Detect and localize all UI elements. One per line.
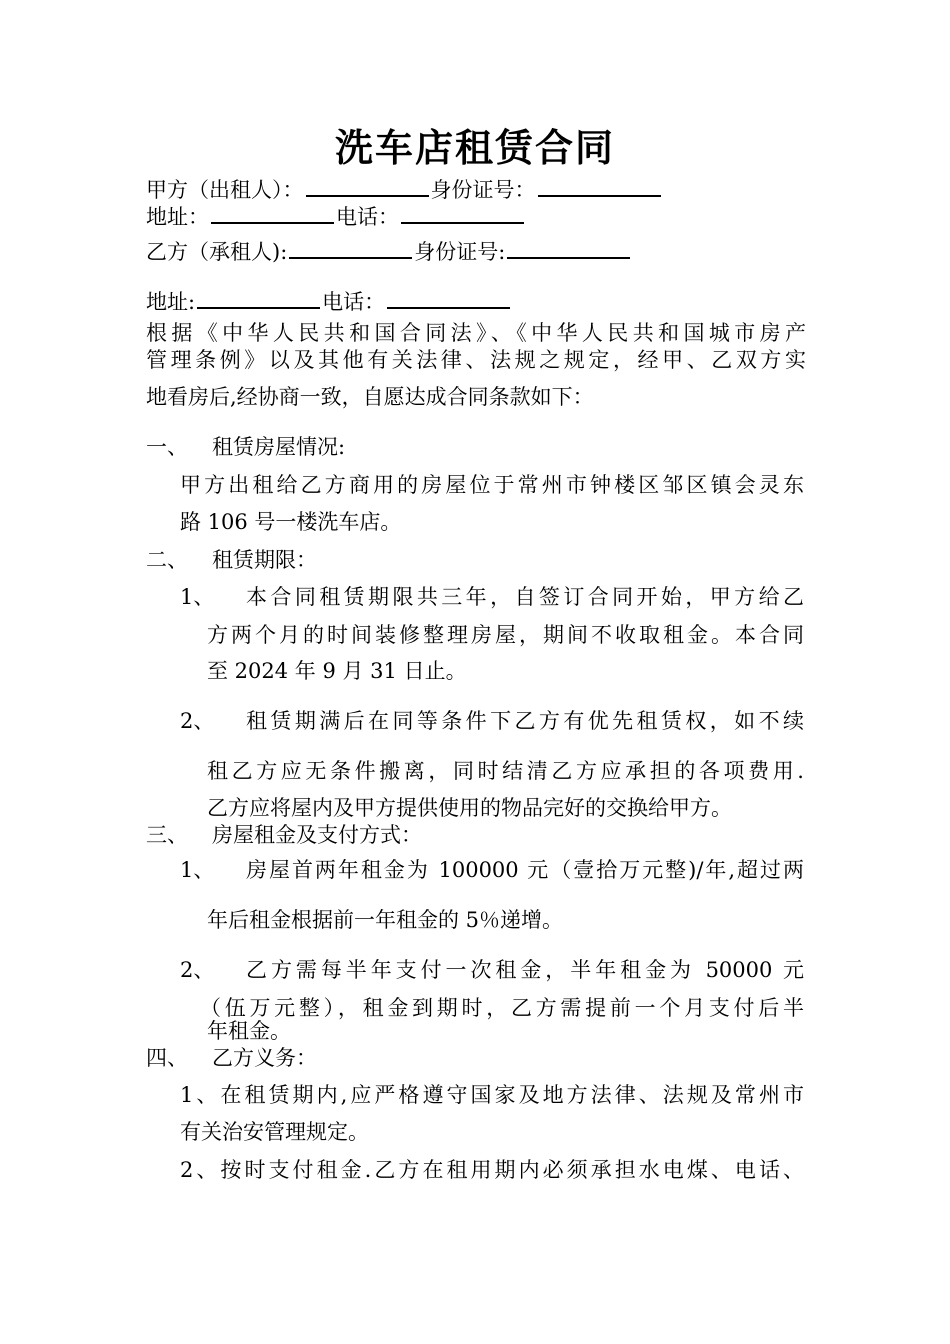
section-3-number: 三、	[146, 823, 188, 847]
section-3-item-2-row-1	[180, 960, 804, 981]
section-3-title: 房屋租金及支付方式：	[212, 823, 422, 847]
preamble-line-1: 根据《中华人民共和国合同法》、《中华人民共和国城市房产	[146, 321, 806, 345]
section-1-number: 一、	[146, 435, 188, 459]
section-2-item-2-line-1: 租赁期满后在同等条件下乙方有优先租赁权，如不续	[246, 709, 804, 733]
section-3-item-2-line-3: 年租金。	[207, 1019, 291, 1043]
party-b-phone-label: 电话：	[322, 290, 386, 314]
section-3-item-2-line-2: （伍万元整），租金到期时，乙方需提前一个月支付后半	[200, 996, 804, 1020]
section-4-number: 四、	[146, 1046, 188, 1070]
section-3-heading	[146, 825, 422, 846]
party-b-id-blank	[507, 239, 630, 259]
party-b-address-blank	[197, 289, 320, 309]
section-2-item-2-line-3: 乙方应将屋内及甲方提供使用的物品完好的交换给甲方。	[207, 796, 732, 820]
section-4-item-1-line-2: 有关治安管理规定。	[180, 1120, 369, 1144]
party-b-id-label: 身份证号:	[414, 240, 506, 264]
section-1-title: 租赁房屋情况:	[212, 435, 346, 459]
section-3-item-1-number: 1、	[180, 858, 215, 882]
section-4-item-1-line-1: 1、在租赁期内,应严格遵守国家及地方法律、法规及常州市	[180, 1083, 804, 1107]
party-a-row	[146, 177, 663, 201]
party-a-address-blank	[211, 204, 334, 224]
party-a-contact-row	[146, 204, 526, 228]
section-2-title: 租赁期限：	[212, 548, 317, 572]
section-3-item-2-number: 2、	[180, 958, 215, 982]
party-b-name-blank	[289, 239, 412, 259]
document-title: 洗车店租赁合同	[334, 125, 615, 170]
section-2-item-2-row-1	[180, 711, 804, 732]
section-2-item-1-row-1	[180, 587, 804, 608]
section-1-line-2: 路 106 号一楼洗车店。	[180, 510, 402, 534]
section-2-item-1-line-2: 方两个月的时间装修整理房屋，期间不收取租金。本合同	[207, 623, 804, 647]
section-3-item-1-line-2: 年后租金根据前一年租金的 5％递增。	[207, 908, 564, 932]
preamble-line-2: 管理条例》以及其他有关法律、法规之规定，经甲、乙双方实	[146, 348, 806, 372]
section-2-item-1-line-1: 本合同租赁期限共三年，自签订合同开始，甲方给乙	[246, 585, 804, 609]
party-b-label: 乙方（承租人):	[146, 240, 288, 264]
party-b-address-label: 地址:	[146, 290, 196, 314]
party-a-id-label: 身份证号：	[430, 178, 536, 202]
section-1-line-1: 甲方出租给乙方商用的房屋位于常州市钟楼区邹区镇会灵东	[180, 473, 804, 497]
party-a-address-label: 地址：	[146, 205, 209, 229]
section-3-item-2-line-1: 乙方需每半年支付一次租金，半年租金为 50000 元	[246, 958, 804, 982]
party-a-phone-blank	[401, 204, 524, 224]
section-4-item-2-line-1: 2、按时支付租金.乙方在租用期内必须承担水电煤、电话、	[180, 1158, 804, 1182]
party-b-row	[146, 239, 632, 263]
party-a-name-blank	[306, 177, 429, 197]
section-2-item-1-line-3: 至 2024 年 9 月 31 日止。	[207, 659, 467, 683]
section-2-heading	[146, 550, 317, 571]
section-3-item-1-row-1	[180, 860, 804, 881]
section-2-item-1-number: 1、	[180, 585, 215, 609]
party-a-phone-label: 电话：	[336, 205, 399, 229]
section-2-number: 二、	[146, 548, 188, 572]
section-4-heading	[146, 1048, 317, 1069]
section-2-item-2-number: 2、	[180, 709, 215, 733]
party-b-phone-blank	[387, 289, 510, 309]
party-a-id-blank	[538, 177, 661, 197]
party-b-contact-row	[146, 289, 512, 313]
preamble-line-3: 地看房后,经协商一致，自愿达成合同条款如下：	[146, 385, 594, 409]
party-a-label: 甲方（出租人）：	[146, 178, 304, 202]
section-1-heading	[146, 437, 345, 458]
section-3-item-1-line-1: 房屋首两年租金为 100000 元（壹拾万元整)/年,超过两	[246, 858, 804, 882]
section-2-item-2-line-2: 租乙方应无条件搬离，同时结清乙方应承担的各项费用.	[207, 759, 804, 783]
section-4-title: 乙方义务：	[212, 1046, 317, 1070]
